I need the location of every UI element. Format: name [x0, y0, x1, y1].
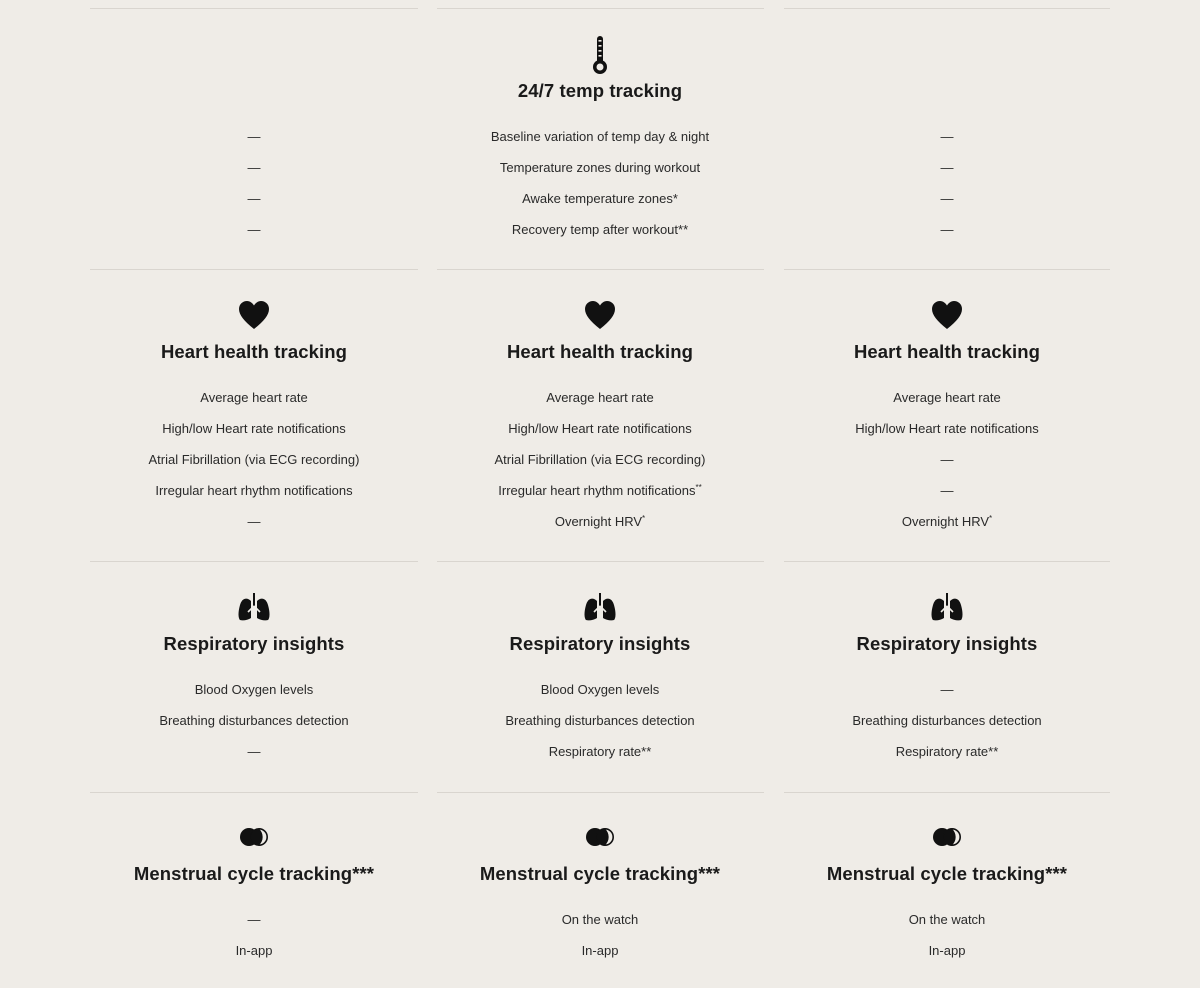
list-item: High/low Heart rate notifications	[508, 421, 692, 436]
divider	[784, 561, 1110, 562]
section-temp	[0, 8, 1200, 269]
section-title: Respiratory insights	[856, 633, 1038, 654]
list-item: —	[940, 129, 954, 144]
feature-list	[782, 389, 1112, 544]
cycle-icon	[238, 826, 270, 848]
list-item: Blood Oxygen levels	[540, 682, 660, 697]
list-item: On the watch	[908, 912, 986, 927]
list-item: Respiratory rate**	[895, 744, 999, 759]
section-title: Heart health tracking	[506, 341, 694, 362]
list-item: —	[247, 222, 261, 237]
list-item: Blood Oxygen levels	[194, 682, 314, 697]
list-item: —	[247, 129, 261, 144]
section-title: 24/7 temp tracking	[517, 80, 683, 101]
feature-list	[89, 389, 419, 544]
section-heart	[0, 269, 1200, 561]
divider	[90, 269, 418, 270]
list-item: In-app	[581, 943, 619, 958]
divider	[784, 8, 1110, 9]
list-item: Temperature zones during workout	[499, 160, 701, 175]
feature-list	[435, 128, 765, 252]
list-item: Breathing disturbances detection	[852, 713, 1042, 728]
list-item: High/low Heart rate notifications	[162, 421, 346, 436]
list-item: —	[940, 160, 954, 175]
feature-list	[782, 911, 1112, 973]
list-item: —	[940, 191, 954, 206]
feature-list	[89, 681, 419, 774]
section-respiratory	[0, 561, 1200, 792]
section-title: Respiratory insights	[163, 633, 345, 654]
divider	[437, 561, 764, 562]
thermometer-icon	[590, 34, 610, 76]
divider	[437, 269, 764, 270]
section-title: Heart health tracking	[160, 341, 348, 362]
lungs-icon	[929, 591, 965, 623]
list-item: Baseline variation of temp day & night	[490, 129, 710, 144]
list-item: —	[247, 912, 261, 927]
list-item: —	[247, 160, 261, 175]
list-item: Recovery temp after workout**	[511, 222, 689, 237]
list-item: —	[940, 483, 954, 498]
lungs-icon	[236, 591, 272, 623]
feature-list	[89, 128, 419, 252]
list-item: On the watch	[561, 912, 639, 927]
section-title: Menstrual cycle tracking***	[133, 863, 375, 884]
feature-list	[782, 681, 1112, 774]
divider	[90, 792, 418, 793]
feature-list	[89, 911, 419, 973]
divider	[784, 792, 1110, 793]
heart-icon	[237, 299, 271, 331]
cycle-icon	[931, 826, 963, 848]
heart-icon	[583, 299, 617, 331]
list-item: —	[940, 452, 954, 467]
section-cycle	[0, 792, 1200, 988]
section-title: Menstrual cycle tracking***	[479, 863, 721, 884]
list-item: High/low Heart rate notifications	[855, 421, 1039, 436]
list-item: Average heart rate	[893, 390, 1001, 405]
list-item: Atrial Fibrillation (via ECG recording)	[494, 452, 706, 467]
list-item: Overnight HRV*	[901, 514, 993, 529]
list-item: In-app	[235, 943, 273, 958]
list-item: —	[247, 514, 261, 529]
divider	[90, 8, 418, 9]
divider	[437, 792, 764, 793]
list-item: Overnight HRV*	[554, 514, 646, 529]
list-item: Awake temperature zones*	[522, 191, 678, 206]
list-item: Atrial Fibrillation (via ECG recording)	[148, 452, 360, 467]
feature-list	[782, 128, 1112, 252]
heart-icon	[930, 299, 964, 331]
list-item: Irregular heart rhythm notifications	[155, 483, 353, 498]
list-item: Breathing disturbances detection	[159, 713, 349, 728]
feature-list	[435, 389, 765, 544]
section-title: Menstrual cycle tracking***	[826, 863, 1068, 884]
section-title: Heart health tracking	[853, 341, 1041, 362]
list-item: Respiratory rate**	[548, 744, 652, 759]
divider	[784, 269, 1110, 270]
cycle-icon	[584, 826, 616, 848]
feature-list	[435, 681, 765, 774]
list-item: Breathing disturbances detection	[505, 713, 695, 728]
divider	[90, 561, 418, 562]
list-item: —	[940, 682, 954, 697]
section-title: Respiratory insights	[509, 633, 691, 654]
feature-list	[435, 911, 765, 973]
list-item: Average heart rate	[546, 390, 654, 405]
list-item: —	[940, 222, 954, 237]
list-item: Average heart rate	[200, 390, 308, 405]
list-item: Irregular heart rhythm notifications**	[498, 483, 702, 498]
list-item: —	[247, 744, 261, 759]
list-item: —	[247, 191, 261, 206]
divider	[437, 8, 764, 9]
list-item: In-app	[928, 943, 966, 958]
lungs-icon	[582, 591, 618, 623]
